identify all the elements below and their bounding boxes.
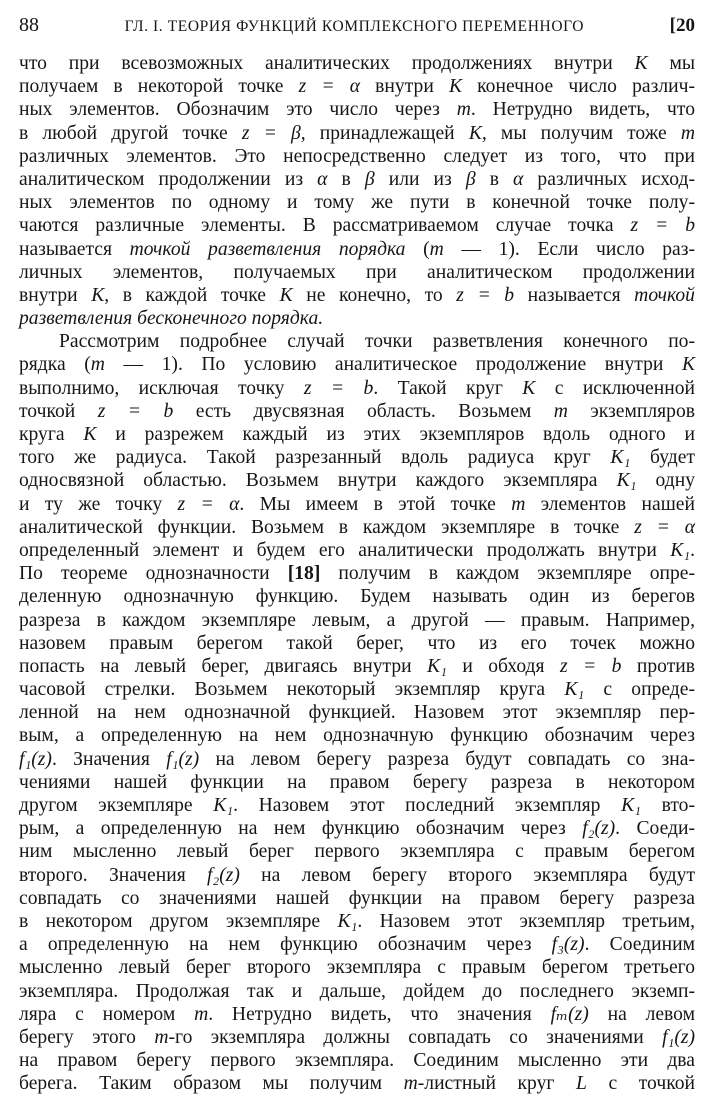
math-or-emphasis: m [90, 354, 105, 376]
math-or-emphasis: m [553, 400, 568, 422]
text-run: аналитическом продолжении из [19, 168, 318, 190]
text-run: или из [374, 168, 466, 190]
text-run: По теореме однозначности [19, 563, 288, 585]
text-line [19, 817, 695, 840]
text-run: того же радиуса. Такой разрезанный вдоль радиуса круг [19, 447, 611, 469]
math-or-emphasis: разветвления бесконечного порядка. [19, 308, 324, 330]
text-line [19, 980, 695, 1003]
text-line [19, 933, 695, 956]
text-line [19, 400, 695, 423]
text-run: . Соединим [584, 934, 695, 956]
text-run: берегу этого [19, 1026, 155, 1048]
text-run: . [690, 539, 695, 561]
text-run: не конечно, то [292, 284, 457, 306]
text-line [19, 98, 695, 121]
text-run: мысленно левый берег второго экземпляра с правым берегом третьего [19, 957, 695, 979]
text-run: Рассмотрим подробнее случай точки разветвления конечного по- [59, 331, 695, 353]
math-or-emphasis: f₂(z) [582, 818, 616, 840]
text-line [19, 910, 695, 933]
text-run: получаем в некоторой точке [19, 76, 299, 98]
text-line [19, 701, 695, 724]
text-run: круга [19, 424, 84, 445]
math-or-emphasis: m [680, 122, 696, 144]
text-run: . Соеди- [615, 818, 695, 840]
text-run: разреза в каждом экземпляре левым, а другой — правым. Например, [19, 609, 695, 631]
math-or-emphasis: m [403, 1073, 418, 1095]
text-line [19, 75, 695, 98]
text-run: в [475, 168, 514, 190]
text-run: , в каждой точке [104, 284, 280, 306]
text-run: ( [405, 238, 430, 260]
text-run: называется [514, 284, 635, 306]
math-or-emphasis: α [317, 168, 328, 190]
math-or-emphasis: z = b [630, 215, 695, 237]
math-or-emphasis: K₁ [616, 470, 637, 492]
text-line [19, 493, 695, 516]
text-run: -го экземпляра должны совпадать со значениями [168, 1026, 663, 1048]
text-run: и обходя [446, 655, 560, 677]
math-or-emphasis: f₃(z) [551, 934, 585, 956]
math-or-emphasis: z = α [177, 493, 240, 515]
text-run: рым, а определенную на нем функцию обозначим через [19, 818, 583, 840]
math-or-emphasis: K [83, 424, 97, 445]
text-run: внутри [360, 76, 449, 98]
text-run: чениями нашей функции на правом берегу разреза в некотором [19, 771, 695, 793]
text-run: аналитической функции. Возьмем в каждом экземпляре в точке [19, 516, 635, 538]
text-run: в любой другой точке [19, 122, 242, 144]
text-run: ных элементов. Обозначим это число через [19, 99, 457, 121]
text-run: вто- [640, 795, 695, 816]
math-or-emphasis: fₘ(z) [550, 1003, 589, 1025]
math-or-emphasis: β [364, 168, 375, 190]
text-run: , мы получим тоже [481, 122, 681, 144]
text-line [19, 145, 695, 168]
text-run: элементов нашей [525, 493, 695, 515]
text-run: на правом берегу первого экземпляра. Соединим мысленно эти два [19, 1050, 695, 1072]
text-line [19, 284, 695, 307]
text-run: ленной на нем однозначной функцией. Назовем этот экземпляр пер- [19, 702, 695, 724]
text-run: и разрежем каждый из этих экземпляров вдоль одного и [96, 424, 695, 445]
text-line [19, 609, 695, 632]
text-run: в [327, 168, 365, 190]
text-run: -листный круг [417, 1073, 576, 1095]
math-or-emphasis: z = b [303, 377, 374, 399]
text-line [19, 238, 695, 261]
math-or-emphasis: f₁(z) [662, 1026, 695, 1048]
math-or-emphasis: K₁ [621, 795, 641, 816]
math-or-emphasis: K₁ [213, 795, 234, 816]
text-run: односвязной областью. Возьмем внутри каждого экземпляра [19, 470, 617, 492]
text-run: . Такой круг [373, 377, 523, 399]
math-or-emphasis: K [468, 122, 482, 144]
text-line [19, 353, 695, 376]
text-line [19, 1049, 695, 1072]
math-or-emphasis: точкой [634, 284, 695, 306]
text-line [19, 1003, 695, 1026]
math-or-emphasis: K [279, 284, 293, 306]
math-or-emphasis: K₁ [427, 655, 447, 677]
math-or-emphasis: f₁(z) [19, 748, 52, 770]
math-or-emphasis: K₁ [610, 447, 631, 469]
text-run: ляра с номером [19, 1003, 195, 1025]
text-run: совпадать со значениями нашей функции на правом берегу разреза [19, 887, 695, 909]
text-line [19, 1072, 695, 1095]
text-line [19, 423, 695, 446]
text-run: и ту же точку [19, 493, 178, 515]
text-run: на левом [588, 1003, 695, 1025]
text-line [19, 168, 695, 191]
text-line [19, 724, 695, 747]
text-line [19, 864, 695, 887]
text-line [19, 887, 695, 910]
text-line [19, 446, 695, 469]
math-or-emphasis: m [511, 493, 526, 515]
math-or-emphasis: z = b [97, 400, 174, 422]
text-line [19, 539, 695, 562]
text-run: . Нетрудно видеть, что значения [208, 1003, 551, 1025]
text-run: с исключенной [535, 377, 695, 399]
text-line [19, 655, 695, 678]
text-run: есть двусвязная область. Возьмем [173, 400, 554, 422]
math-or-emphasis: точкой разветвления порядка [129, 238, 406, 260]
text-run: различных исход- [523, 168, 696, 190]
text-run: с опреде- [584, 679, 696, 701]
text-run: . Назовем этот экземпляр третьим, [357, 910, 695, 932]
text-run: получим в каждом экземпляре опре- [320, 563, 695, 585]
text-line [19, 840, 695, 863]
text-run: внутри [19, 284, 92, 306]
math-or-emphasis: K₁ [564, 679, 585, 701]
text-line [19, 191, 695, 214]
text-run: , принадлежащей [300, 122, 469, 144]
text-run: что при всевозможных аналитических продолжениях внутри [19, 53, 635, 74]
math-or-emphasis: z = b [456, 284, 515, 306]
math-or-emphasis: m [154, 1026, 169, 1048]
text-line [19, 1026, 695, 1049]
math-or-emphasis: z = b [559, 655, 622, 677]
body-text [19, 52, 695, 1095]
text-run: берега. Таким образом мы получим [19, 1073, 404, 1095]
text-run: определенный элемент и будем его аналитически продолжать внутри [19, 539, 671, 561]
text-line [19, 261, 695, 284]
text-run: мы [647, 53, 696, 74]
text-run: в некотором другом экземпляре [19, 910, 338, 932]
text-run: одну [636, 470, 696, 492]
section-number: [20 [669, 15, 695, 36]
text-line [19, 214, 695, 237]
text-run: — 1). Если число раз- [443, 238, 695, 260]
text-run: другом экземпляре [19, 795, 214, 816]
text-line [19, 771, 695, 794]
text-line [19, 516, 695, 539]
math-or-emphasis: β [465, 168, 476, 190]
math-or-emphasis: K [448, 76, 463, 98]
text-run: называется [19, 238, 130, 260]
text-run: на левом берегу второго экземпляра будут [239, 864, 696, 886]
text-run: . Значения [51, 748, 167, 770]
text-run: назовем правым берегом такой берег, что из его точек можно [19, 632, 695, 654]
text-run: деленную однозначную функцию. Будем называть один из берегов [19, 586, 695, 608]
text-run: а определенную на нем функцию обозначим через [19, 934, 552, 956]
math-or-emphasis: m [194, 1003, 209, 1025]
running-head [19, 14, 695, 48]
text-run: ним мысленно левый берег первого экземпляра с правым берегом [19, 841, 695, 863]
page-number: 88 [19, 14, 39, 36]
text-line [19, 585, 695, 608]
text-run: личных элементов, получаемых при аналитическом продолжении [19, 261, 695, 283]
text-run: попасть на левый берег, двигаясь внутри [19, 655, 428, 677]
text-run: второго. Значения [19, 864, 207, 886]
text-line [19, 678, 695, 701]
text-line [19, 52, 695, 75]
math-or-emphasis: K [91, 284, 105, 306]
text-run: на левом берегу разреза будут совпадать со зна- [199, 748, 695, 770]
text-run: рядка ( [19, 354, 91, 376]
text-run: точкой [19, 400, 98, 422]
text-run: . Мы имеем в этой точке [239, 493, 512, 515]
text-run: против [621, 655, 695, 677]
math-or-emphasis: f₁(z) [166, 748, 200, 770]
text-line [19, 122, 695, 145]
math-or-emphasis: m [429, 238, 444, 260]
text-line [19, 330, 695, 353]
text-run: часовой стрелки. Возьмем некоторый экземпляр круга [19, 679, 565, 701]
text-run: экземпляра. Продолжая так и дальше, дойдем до последнего экземп- [19, 980, 695, 1002]
math-or-emphasis: f₂(z) [206, 864, 240, 886]
math-or-emphasis: α [513, 168, 524, 190]
math-or-emphasis: K [634, 53, 648, 74]
text-line [19, 562, 695, 585]
math-or-emphasis: K [681, 354, 696, 376]
text-line [19, 307, 695, 330]
math-or-emphasis: z = α [634, 516, 695, 538]
text-run: вым, а определенную на нем однозначную функцию обозначим через [19, 725, 695, 747]
text-line [19, 632, 695, 655]
math-or-emphasis: K₁ [337, 910, 358, 932]
math-or-emphasis: m [456, 99, 471, 121]
math-or-emphasis: z = β [241, 122, 301, 144]
text-run: экземпляров [567, 400, 695, 422]
chapter-title: ГЛ. I. ТЕОРИЯ ФУНКЦИЙ КОМПЛЕКСНОГО ПЕРЕМЕННОГО [124, 18, 585, 35]
math-or-emphasis: K₁ [670, 539, 691, 561]
math-or-emphasis: z = α [298, 76, 361, 98]
text-run: конечное число различ- [462, 76, 695, 98]
text-line [19, 469, 695, 492]
math-or-emphasis: K [522, 377, 536, 399]
text-line [19, 748, 695, 771]
text-line [19, 956, 695, 979]
text-line [19, 377, 695, 400]
text-run: . Назовем этот последний экземпляр [233, 795, 622, 816]
text-line [19, 794, 695, 817]
text-run: различных элементов. Это непосредственно следует из того, что при [19, 145, 695, 167]
text-run: . Нетрудно видеть, что [470, 99, 695, 121]
text-run: — 1). По условию аналитическое продолжение внутри [104, 354, 682, 376]
reference: [18] [287, 563, 321, 585]
text-run: будет [630, 447, 695, 469]
text-run: с точкой [586, 1073, 696, 1095]
text-run: чаются различные элементы. В рассматриваемом случае точка [19, 215, 631, 237]
math-or-emphasis: L [576, 1073, 587, 1095]
text-run: выполнимо, исключая точку [19, 377, 304, 399]
text-run: ных элементов по одному и тому же пути в конечной точке полу- [19, 192, 695, 214]
